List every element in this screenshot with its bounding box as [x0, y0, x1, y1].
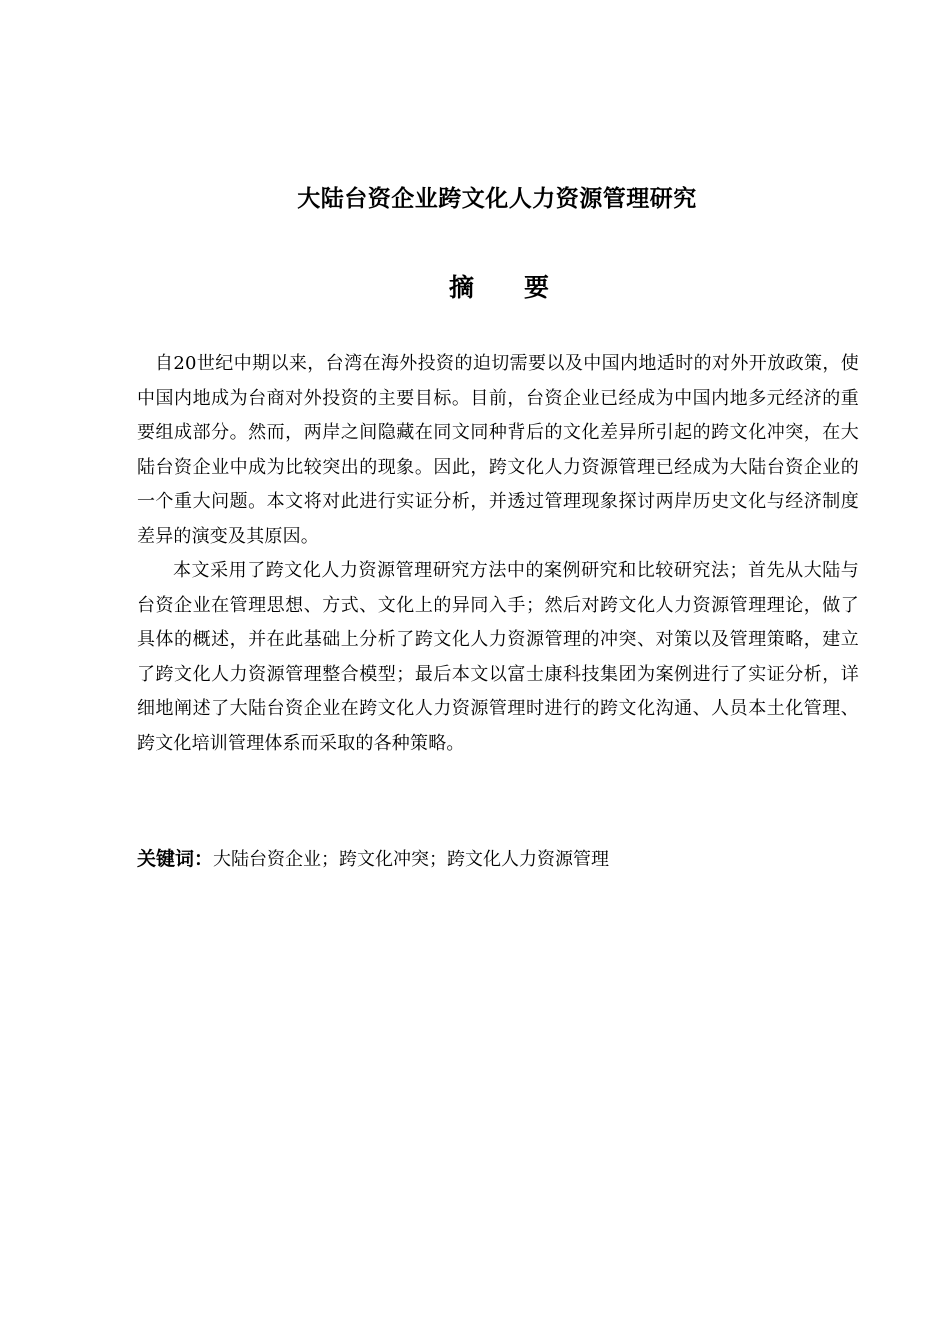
document-title: 大陆台资企业跨文化人力资源管理研究 [297, 186, 697, 212]
keywords-text: 大陆台资企业；跨文化冲突；跨文化人力资源管理 [213, 849, 610, 870]
abstract-paragraph-1: 自20世纪中期以来，台湾在海外投资的迫切需要以及中国内地适时的对外开放政策，使中国内地成为台商对外投资的主要目标。目前，台资企业已经成为中国内地多元经济的重要组成部分。然而，两岸之间隐藏在同文同种背后的文化差异所引起的跨文化冲突，在大陆台资企业中成为比较突出的现象。因此，跨文化人力资源管理已经成为大陆台资企业的一个重大问题。本文将对此进行实证分析，并透过管理现象探讨两岸历史文化与经济制度差异的演变及其原因。 [137, 353, 859, 547]
abstract-paragraph-2: 本文采用了跨文化人力资源管理研究方法中的案例研究和比较研究法；首先从大陆与台资企业在管理思想、方式、文化上的异同入手；然后对跨文化人力资源管理理论，做了具体的概述，并在此基础上分析了跨文化人力资源管理的冲突、对策以及管理策略，建立了跨文化人力资源管理整合模型；最后本文以富士康科技集团为案例进行了实证分析，详细地阐述了大陆台资企业在跨文化人力资源管理时进行的跨文化沟通、人员本土化管理、跨文化培训管理体系而采取的各种策略。 [137, 560, 859, 754]
abstract-heading-char-2: 要 [524, 273, 550, 302]
abstract-heading-char-1: 摘 [448, 273, 474, 302]
keywords-line [137, 843, 859, 876]
abstract-body [137, 347, 859, 761]
abstract-heading [0, 271, 950, 305]
keywords-label: 关键词： [137, 848, 214, 870]
